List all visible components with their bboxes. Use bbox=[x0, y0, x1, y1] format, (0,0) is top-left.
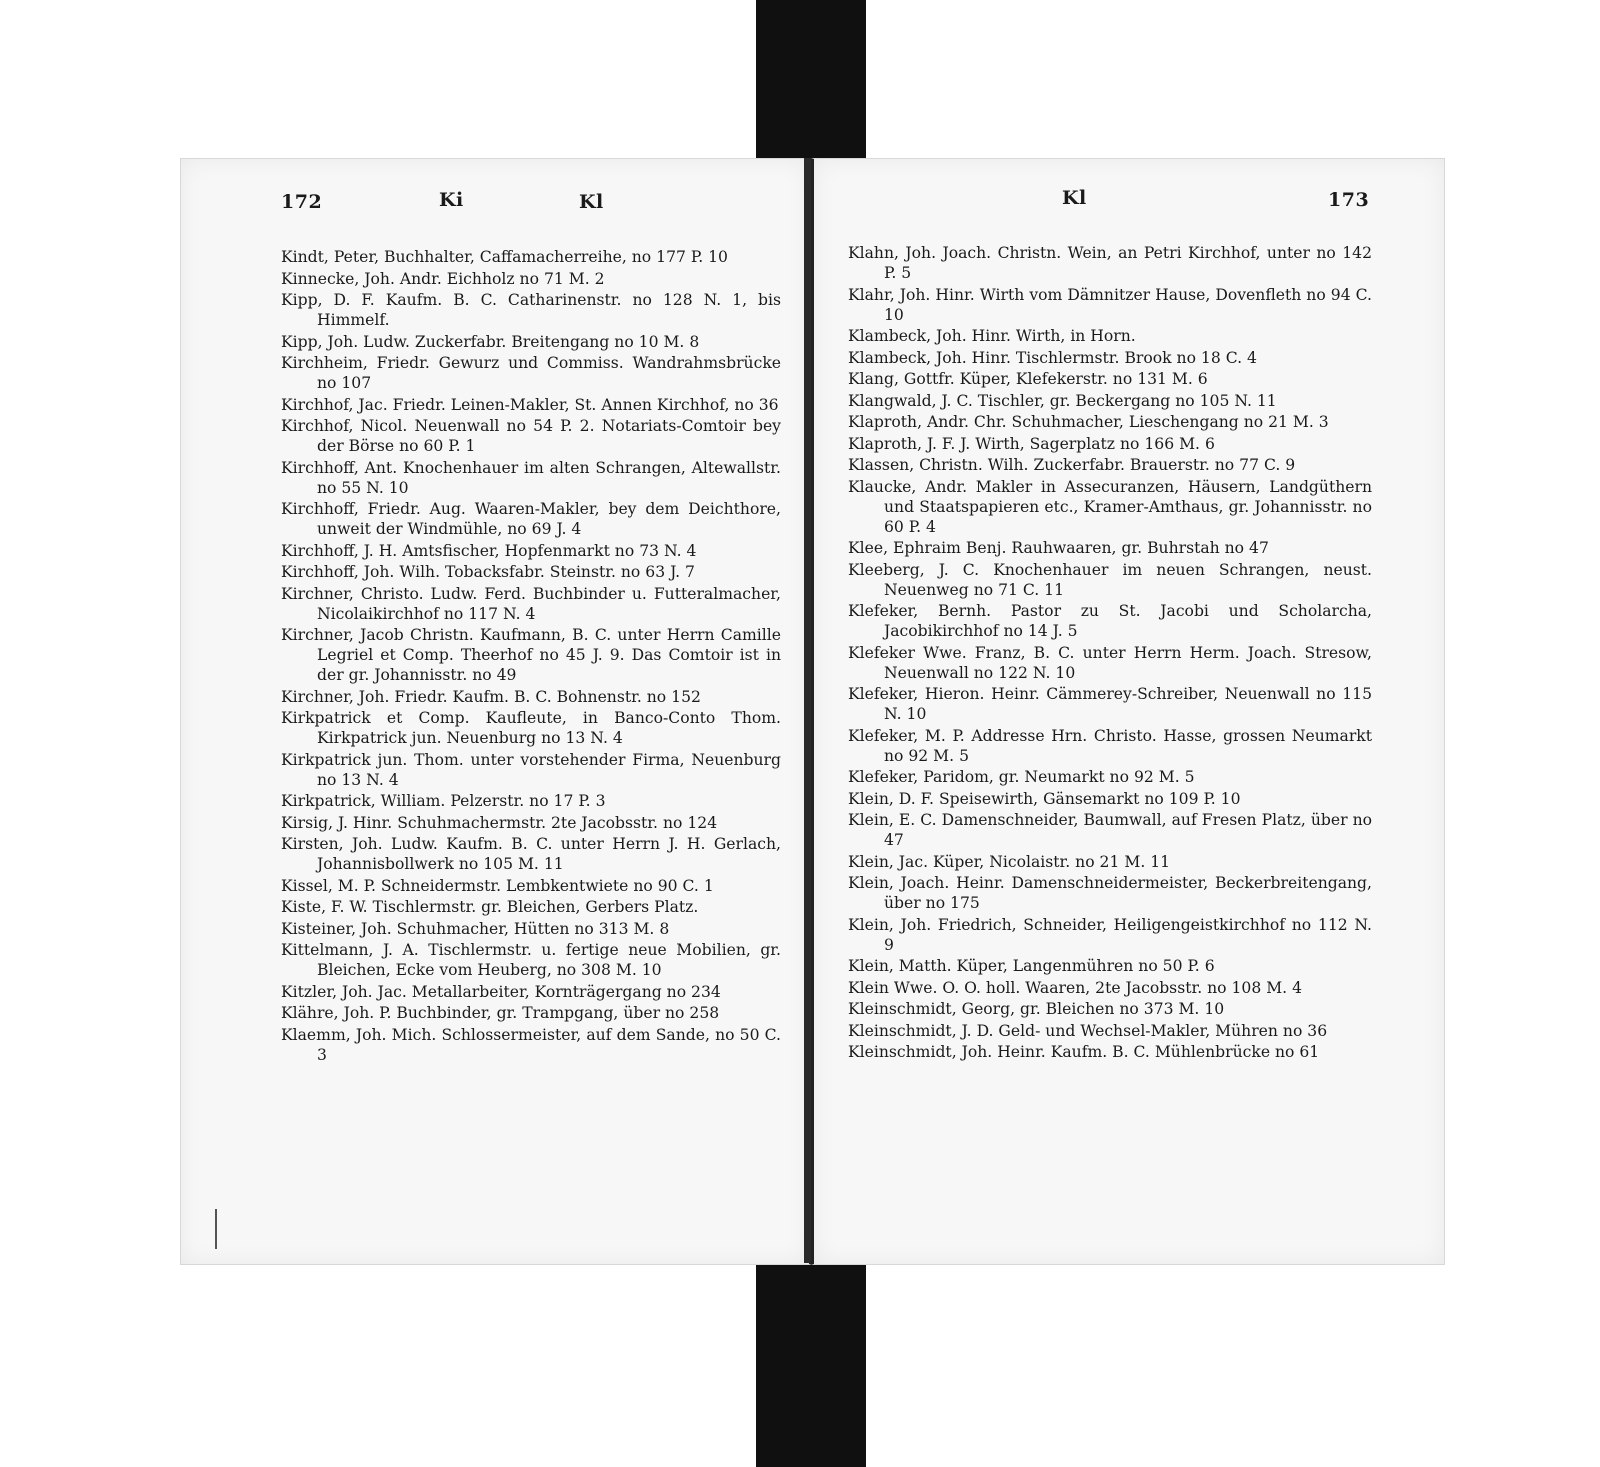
left-page bbox=[180, 158, 812, 1265]
directory-entry: Kirchhoff, J. H. Amtsfischer, Hopfenmarkt no 73 N. 4 bbox=[281, 541, 697, 560]
directory-entry: Kisteiner, Joh. Schuhmacher, Hütten no 313 M. 8 bbox=[281, 919, 670, 938]
spine-band-top bbox=[756, 0, 866, 172]
directory-entry: Kirchhof, Nicol. Neuenwall no 54 P. 2. Notariats-Comtoir bey der Börse no 60 P. 1 bbox=[281, 417, 781, 455]
directory-entry: Kirchner, Christo. Ludw. Ferd. Buchbinder u. Futteralmacher, Nicolaikirchhof no 117 N. 4 bbox=[281, 584, 781, 623]
left-header-left: Ki bbox=[439, 189, 464, 211]
directory-entry: Klein, E. C. Damenschneider, Baumwall, auf Fresen Platz, über no 47 bbox=[848, 811, 1372, 849]
page-edge-mark bbox=[187, 1209, 217, 1249]
right-page bbox=[811, 158, 1445, 1265]
left-entry-list bbox=[281, 247, 781, 1066]
directory-entry: Kirkpatrick, William. Pelzerstr. no 17 P. 3 bbox=[281, 792, 606, 810]
directory-entry: Kipp, Joh. Ludw. Zuckerfabr. Breitengang no 10 M. 8 bbox=[281, 332, 700, 351]
directory-entry: Klaproth, J. F. J. Wirth, Sagerplatz no 166 M. 6 bbox=[848, 434, 1215, 453]
directory-entry: Kiste, F. W. Tischlermstr. gr. Bleichen, Gerbers Platz. bbox=[281, 898, 699, 916]
directory-entry: Kirkpatrick et Comp. Kaufleute, in Banco-Conto Thom. Kirkpatrick jun. Neuenburg no 13 N. 4 bbox=[281, 709, 781, 747]
directory-entry: Kittelmann, J. A. Tischlermstr. u. fertige neue Mobilien, gr. Bleichen, Ecke vom Heuberg, no 308 M. 10 bbox=[281, 941, 781, 979]
directory-entry: Klassen, Christn. Wilh. Zuckerfabr. Brauerstr. no 77 C. 9 bbox=[848, 456, 1296, 474]
directory-entry: Kipp, D. F. Kaufm. B. C. Catharinenstr. no 128 N. 1, bis Himmelf. bbox=[281, 291, 781, 329]
directory-entry: Klaemm, Joh. Mich. Schlossermeister, auf dem Sande, no 50 C. 3 bbox=[281, 1025, 781, 1064]
directory-entry: Klambeck, Joh. Hinr. Tischlermstr. Brook no 18 C. 4 bbox=[848, 348, 1257, 367]
directory-entry: Klefeker, Hieron. Heinr. Cämmerey-Schreiber, Neuenwall no 115 N. 10 bbox=[848, 685, 1372, 723]
directory-entry: Kirsig, J. Hinr. Schuhmachermstr. 2te Jacobsstr. no 124 bbox=[281, 813, 718, 832]
directory-entry: Klein, Joh. Friedrich, Schneider, Heiligengeistkirchhof no 112 N. 9 bbox=[848, 915, 1372, 954]
directory-entry: Kleinschmidt, J. D. Geld- und Wechsel-Makler, Mühren no 36 bbox=[848, 1021, 1328, 1040]
left-page-number: 172 bbox=[281, 191, 323, 213]
directory-entry: Klähre, Joh. P. Buchbinder, gr. Trampgang, über no 258 bbox=[281, 1004, 720, 1022]
directory-entry: Klee, Ephraim Benj. Rauhwaaren, gr. Buhrstah no 47 bbox=[848, 539, 1269, 557]
directory-entry: Kirchheim, Friedr. Gewurz und Commiss. Wandrahmsbrücke no 107 bbox=[281, 354, 781, 392]
directory-entry: Klein Wwe. O. O. holl. Waaren, 2te Jacobsstr. no 108 M. 4 bbox=[848, 978, 1303, 997]
directory-entry: Klaucke, Andr. Makler in Assecuranzen, Häusern, Landgüthern und Staatspapieren etc., Kramer-Amthaus, gr. Johannisstr. no 60 P. 4 bbox=[848, 477, 1372, 536]
directory-entry: Kirchhoff, Ant. Knochenhauer im alten Schrangen, Altewallstr. no 55 N. 10 bbox=[281, 458, 781, 497]
directory-entry: Kirchhof, Jac. Friedr. Leinen-Makler, St. Annen Kirchhof, no 36 bbox=[281, 395, 779, 414]
left-header-right: Kl bbox=[579, 191, 604, 213]
directory-entry: Kleinschmidt, Georg, gr. Bleichen no 373 M. 10 bbox=[848, 1000, 1225, 1018]
directory-entry: Klefeker, Paridom, gr. Neumarkt no 92 M. 5 bbox=[848, 768, 1195, 786]
directory-entry: Klang, Gottfr. Küper, Klefekerstr. no 131 M. 6 bbox=[848, 370, 1208, 388]
spine-band-bottom bbox=[756, 1262, 866, 1467]
directory-entry: Kirchhoff, Joh. Wilh. Tobacksfabr. Steinstr. no 63 J. 7 bbox=[281, 563, 695, 581]
directory-entry: Kirsten, Joh. Ludw. Kaufm. B. C. unter Herrn J. H. Gerlach, Johannisbollwerk no 105 M. 11 bbox=[281, 835, 781, 873]
directory-entry: Kinnecke, Joh. Andr. Eichholz no 71 M. 2 bbox=[281, 269, 605, 288]
directory-entry: Klein, Matth. Küper, Langenmühren no 50 P. 6 bbox=[848, 957, 1215, 975]
directory-entry: Klambeck, Joh. Hinr. Wirth, in Horn. bbox=[848, 327, 1136, 345]
directory-entry: Klahr, Joh. Hinr. Wirth vom Dämnitzer Hause, Dovenfleth no 94 C. 10 bbox=[848, 285, 1372, 324]
directory-entry: Kirkpatrick jun. Thom. unter vorstehender Firma, Neuenburg no 13 N. 4 bbox=[281, 750, 781, 789]
directory-entry: Klangwald, J. C. Tischler, gr. Beckergang no 105 N. 11 bbox=[848, 391, 1277, 410]
directory-entry: Klefeker, Bernh. Pastor zu St. Jacobi und Scholarcha, Jacobikirchhof no 14 J. 5 bbox=[848, 602, 1372, 640]
directory-entry: Klefeker, M. P. Addresse Hrn. Christo. Hasse, grossen Neumarkt no 92 M. 5 bbox=[848, 726, 1372, 765]
directory-entry: Klaproth, Andr. Chr. Schuhmacher, Lieschengang no 21 M. 3 bbox=[848, 413, 1329, 431]
right-header: Kl bbox=[1062, 187, 1087, 209]
directory-entry: Klefeker Wwe. Franz, B. C. unter Herrn Herm. Joach. Stresow, Neuenwall no 122 N. 10 bbox=[848, 643, 1372, 682]
directory-entry: Kirchner, Jacob Christn. Kaufmann, B. C. unter Herrn Camille Legriel et Comp. Theerhof no 45 J. 9. Das Comtoir ist in der gr. Johannisstr. no 49 bbox=[281, 626, 781, 684]
right-entry-list bbox=[848, 243, 1372, 1064]
directory-entry: Kleinschmidt, Joh. Heinr. Kaufm. B. C. Mühlenbrücke no 61 bbox=[848, 1043, 1320, 1061]
directory-entry: Klein, Joach. Heinr. Damenschneidermeister, Beckerbreitengang, über no 175 bbox=[848, 874, 1372, 912]
directory-entry: Kleeberg, J. C. Knochenhauer im neuen Schrangen, neust. Neuenweg no 71 C. 11 bbox=[848, 560, 1372, 599]
directory-entry: Kissel, M. P. Schneidermstr. Lembkentwiete no 90 C. 1 bbox=[281, 876, 714, 895]
directory-entry: Klahn, Joh. Joach. Christn. Wein, an Petri Kirchhof, unter no 142 P. 5 bbox=[848, 244, 1372, 282]
directory-entry: Klein, D. F. Speisewirth, Gänsemarkt no 109 P. 10 bbox=[848, 789, 1241, 808]
directory-entry: Klein, Jac. Küper, Nicolaistr. no 21 M. 11 bbox=[848, 852, 1171, 871]
directory-entry: Kirchhoff, Friedr. Aug. Waaren-Makler, bey dem Deichthore, unweit der Windmühle, no 69 J. 4 bbox=[281, 500, 781, 538]
directory-entry: Kindt, Peter, Buchhalter, Caffamacherreihe, no 177 P. 10 bbox=[281, 248, 728, 266]
directory-entry: Kitzler, Joh. Jac. Metallarbeiter, Kornträgergang no 234 bbox=[281, 982, 721, 1001]
right-page-number: 173 bbox=[1328, 189, 1370, 211]
directory-entry: Kirchner, Joh. Friedr. Kaufm. B. C. Bohnenstr. no 152 bbox=[281, 687, 701, 706]
